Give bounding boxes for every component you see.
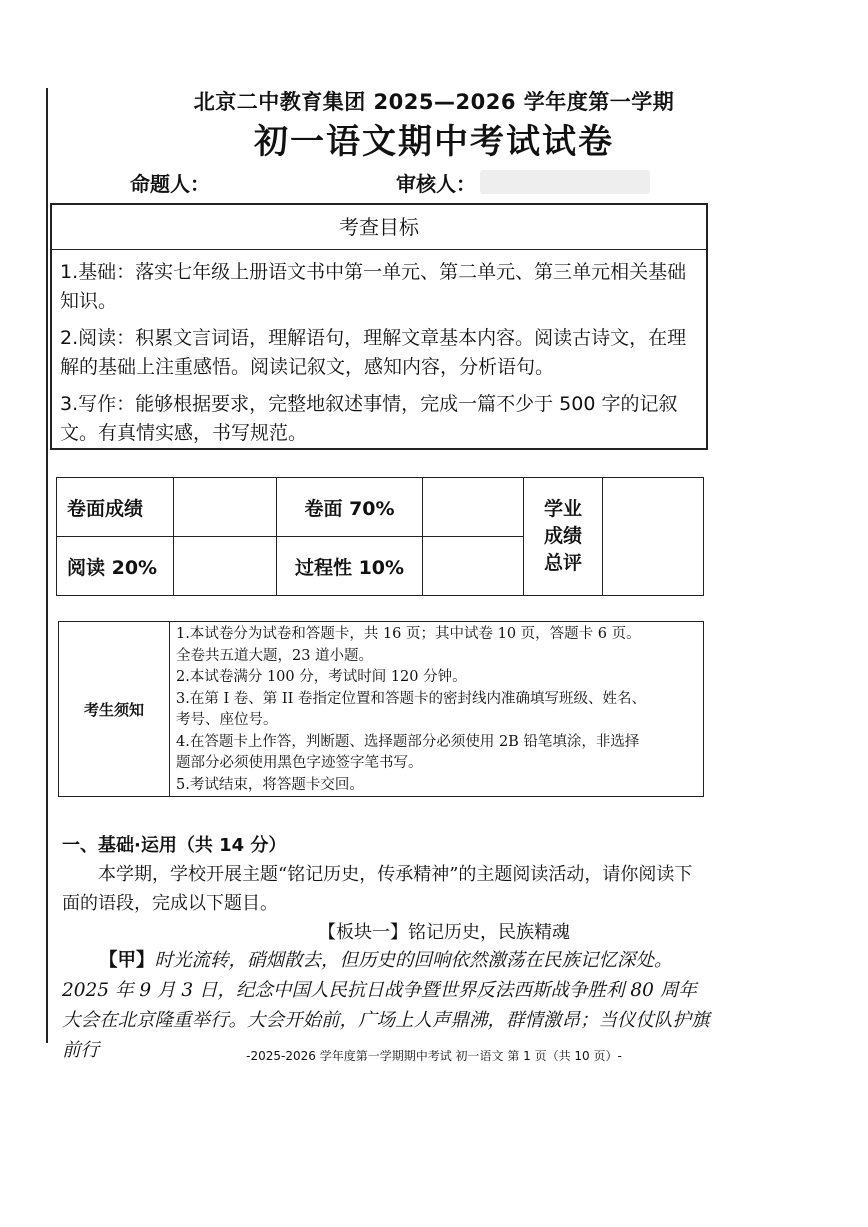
notice-line: 题部分必须使用黑色字迹签字笔书写。 — [176, 755, 423, 771]
paper-score-label: 卷面成绩 — [57, 478, 174, 537]
notice-line: 2.本试卷满分 100 分，考试时间 120 分钟。 — [176, 669, 467, 685]
notice-line: 全卷共五道大题，23 道小题。 — [176, 647, 374, 664]
objective-item: 2.阅读：积累文言词语，理解语句，理解文章基本内容。阅读古诗文，在理解的基础上注重感悟。阅读记叙文，感知内容，分析语句。 — [60, 327, 687, 378]
notice-body — [170, 622, 703, 796]
objective-item: 1.基础：落实七年级上册语文书中第一单元、第二单元、第三单元相关基础知识。 — [60, 261, 687, 312]
paper-70-label: 卷面 70% — [277, 478, 423, 537]
objectives-box — [50, 203, 708, 450]
section-intro: 本学期，学校开展主题“铭记历史，传承精神”的主题阅读活动，请你阅读下面的语段，完成以下题目。 — [62, 864, 693, 914]
block-title: 【板块一】铭记历史，民族精魂 — [318, 922, 570, 943]
reviewer-name-redacted — [480, 170, 650, 194]
objectives-heading: 考查目标 — [52, 205, 706, 250]
paper-70-cell[interactable] — [423, 478, 524, 537]
binding-margin-line — [46, 88, 48, 1043]
exam-title: 初一语文期中考试试卷 — [254, 122, 614, 162]
total-label-line: 总评 — [543, 552, 582, 574]
total-label-line: 学业 — [543, 498, 582, 520]
objective-item: 3.写作：能够根据要求，完整地叙述事情，完成一篇不少于 500 字的记叙文。有真情实感，书写规范。 — [60, 393, 678, 444]
reading-20-label: 阅读 20% — [57, 537, 174, 596]
author-row — [130, 168, 730, 196]
reviewer-label: 审核人： — [396, 172, 476, 196]
page-footer: -2025-2026 学年度第一学期期中考试 初一语文 第 1 页（共 10 页）- — [246, 1049, 622, 1063]
total-label-line: 成绩 — [543, 525, 582, 547]
total-label — [524, 478, 603, 596]
section-heading: 一、基础·运用（共 14 分） — [62, 835, 287, 856]
passage-tag: 【甲】 — [99, 950, 155, 971]
process-10-label: 过程性 10% — [277, 537, 423, 596]
notice-line: 5.考试结束，将答题卡交回。 — [176, 776, 364, 793]
notice-line: 3.在第 I 卷、第 II 卷指定位置和答题卡的密封线内准确填写班级、姓名、 — [176, 690, 646, 707]
author-label: 命题人： — [130, 172, 210, 196]
notice-label: 考生须知 — [59, 622, 170, 796]
notice-line: 考号、座位号。 — [176, 712, 278, 728]
passage-text: 时光流转，硝烟散去，但历史的回响依然激荡在民族记忆深处。2025 年 9 月 3 日，纪念中国人民抗日战争暨世界反法西斯战争胜利 80 周年大会在北京隆重举行。大会开始前，广场上人声鼎沸，群情激昂；当仪仗队护旗前行 — [62, 950, 710, 1061]
score-table — [56, 477, 704, 596]
notice-line: 4.在答题卡上作答，判断题、选择题部分必须使用 2B 铅笔填涂，非选择 — [176, 733, 640, 750]
notice-line: 1.本试卷分为试卷和答题卡，共 16 页；其中试卷 10 页，答题卡 6 页。 — [176, 626, 641, 642]
reading-20-cell[interactable] — [174, 537, 277, 596]
paper-score-cell[interactable] — [174, 478, 277, 537]
school-term-line: 北京二中教育集团 2025—2026 学年度第一学期 — [193, 90, 675, 114]
process-10-cell[interactable] — [423, 537, 524, 596]
total-score-cell[interactable] — [603, 478, 704, 596]
exam-notice-box — [58, 621, 704, 797]
